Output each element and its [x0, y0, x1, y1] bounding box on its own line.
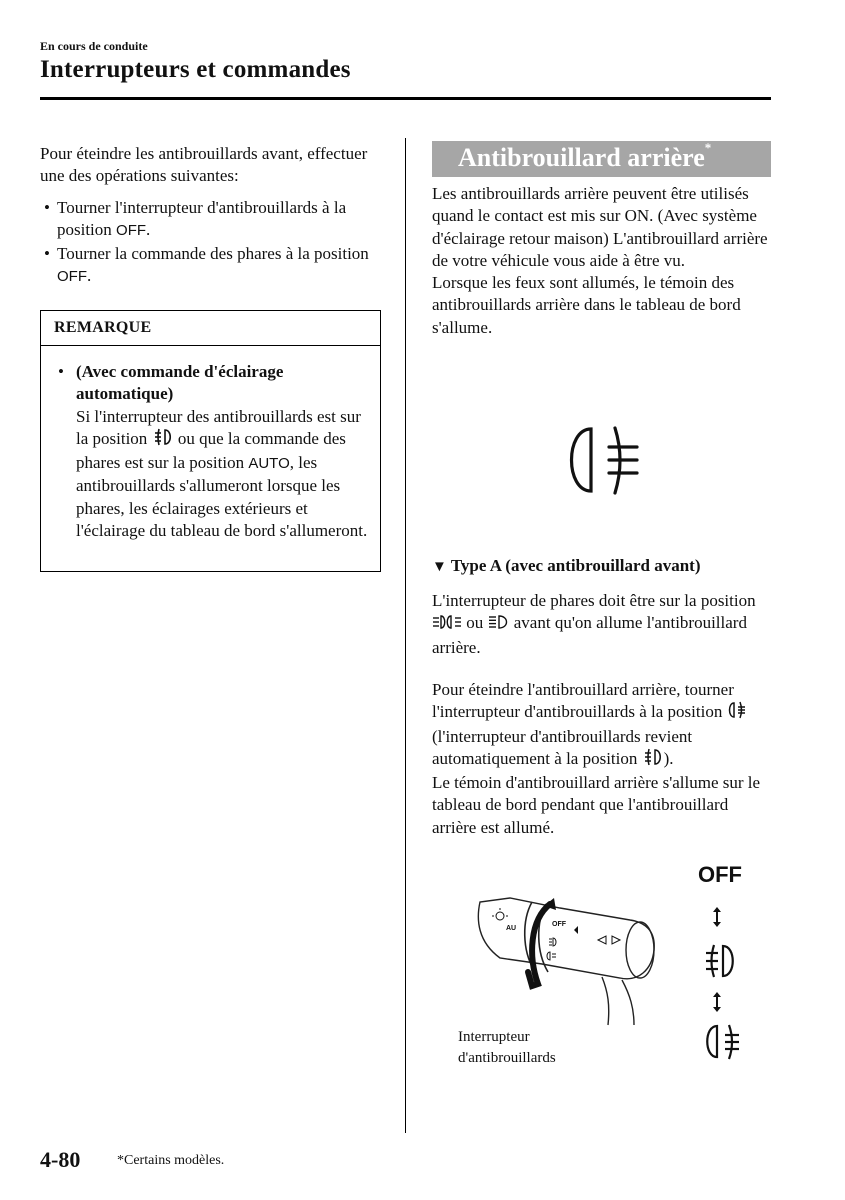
footnote-mark: *	[704, 140, 712, 155]
switch-caption: Interrupteur d'antibrouillards	[458, 1029, 556, 1066]
note-title: REMARQUE	[54, 319, 152, 336]
header-rule	[40, 97, 771, 100]
note-text: ou que la commande des phares est sur la position	[76, 428, 346, 473]
position-code: AUTO	[248, 455, 290, 473]
position-code: OFF	[57, 267, 87, 285]
left-intro-paragraph: Pour éteindre les antibrouillards avant, effectuer une des opérations suivantes:	[40, 144, 368, 186]
footnote: *Certains modèles.	[117, 1153, 225, 1168]
up-down-arrow-icon	[712, 992, 722, 1017]
triangle-bullet-icon: ▼	[432, 559, 447, 575]
bullet-text-end: .	[87, 265, 92, 285]
off-position-label: OFF	[698, 862, 742, 887]
right-intro-paragraph: Les antibrouillards arrière peuvent être utilisés quand le contact est mis sur ON. (Avec système d'éclairage retour maison) L'antibrouillard arrière de votre véhicule vous aide à être vu. Lorsque les feux sont allumés, le témoin des antibrouillards arrière dans le tableau de bord s'allume.	[432, 184, 768, 337]
bullet-text: Tourner la commande des phares à la position	[57, 243, 369, 263]
rear-fog-light-icon	[561, 423, 646, 503]
front-fog-light-icon	[152, 428, 174, 452]
knob-label-auto: AU	[506, 925, 517, 932]
section-heading-banner	[432, 141, 771, 177]
note-box	[40, 310, 381, 572]
note-text: Si l'interrupteur des antibrouillards est sur la position	[76, 406, 361, 448]
position-code: OFF	[116, 222, 147, 240]
left-bullet-list	[40, 197, 385, 288]
column-divider	[405, 138, 406, 1133]
note-item-heading: (Avec commande d'éclairage automatique)	[76, 362, 284, 404]
bullet-text: Tourner l'interrupteur d'antibrouillards à la position	[57, 198, 347, 240]
fog-switch-illustration	[470, 880, 665, 1035]
headlight-icon	[488, 614, 510, 636]
list-item: • Tourner la commande des phares à la position OFF.	[44, 243, 369, 285]
page-title: Interrupteurs et commandes	[40, 56, 351, 83]
type-a-paragraph-2: Pour éteindre l'antibrouillard arrière, tourner l'interrupteur d'antibrouillards à la position (l'interrupteur d'antibrouillards revient automatiquement à la position ). Le témoin d'antibrouillard arrière s'allume sur le tableau de bord pendant que l'antibrouillard arrière est allumé.	[432, 680, 761, 837]
rear-fog-light-icon	[727, 701, 747, 725]
page-number: 4-80	[40, 1147, 81, 1172]
up-down-arrow-icon	[712, 907, 722, 932]
section-heading: Antibrouillard arrière*	[458, 140, 712, 172]
subsection-heading: ▼ Type A (avec antibrouillard avant)	[432, 556, 701, 575]
knob-label-off: OFF	[552, 921, 566, 928]
front-fog-light-icon	[703, 943, 737, 984]
parking-light-icon	[432, 614, 462, 636]
rear-fog-light-icon	[703, 1023, 743, 1066]
bullet-dot: •	[58, 362, 64, 381]
bullet-text-end: .	[146, 220, 151, 240]
note-header	[41, 311, 380, 346]
list-item: • Tourner l'interrupteur d'antibrouillards à la position OFF.	[44, 198, 347, 240]
section-label: En cours de conduite	[40, 39, 148, 53]
note-text: , les antibrouillards s'allumeront lorsque les phares, les éclairages extérieurs et l'éclairage du tableau de bord s'allumeront.	[76, 453, 368, 541]
type-a-paragraph-1: L'interrupteur de phares doit être sur la position ou avant qu'on allume l'antibrouillard arrière.	[432, 591, 756, 657]
front-fog-light-icon	[642, 748, 664, 772]
note-body	[58, 361, 373, 542]
